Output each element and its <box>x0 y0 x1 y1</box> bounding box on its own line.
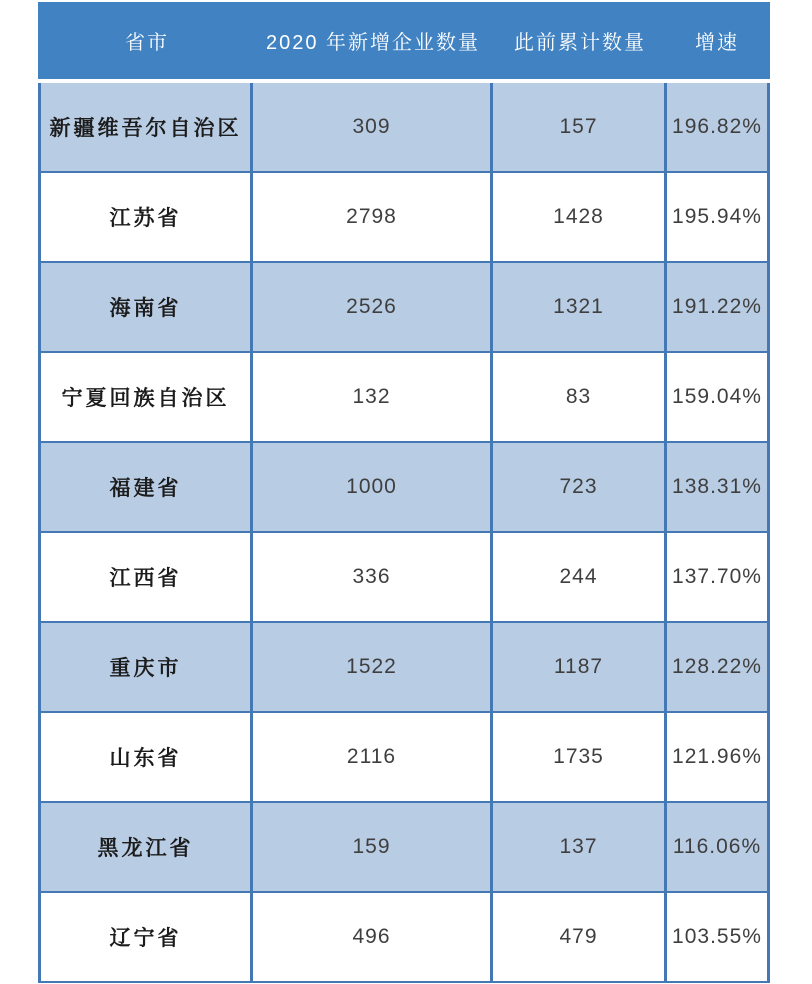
table-row <box>41 263 767 353</box>
province-cell: 辽宁省 <box>41 893 253 981</box>
cumulative-count-cell: 137 <box>493 803 667 891</box>
growth-rate-cell: 128.22% <box>672 655 762 678</box>
growth-rate-cell: 121.96% <box>672 745 762 768</box>
table-row <box>41 623 767 713</box>
province-cell: 福建省 <box>41 443 253 531</box>
new-count-cell: 159 <box>253 803 493 891</box>
cumulative-count-cell: 1321 <box>493 263 667 351</box>
new-count-cell: 1522 <box>253 623 493 711</box>
table-row <box>41 533 767 623</box>
province-cell: 江苏省 <box>41 173 253 261</box>
cumulative-count-cell: 479 <box>493 893 667 981</box>
growth-rate-cell: 137.70% <box>672 565 762 588</box>
new-count-cell: 2526 <box>253 263 493 351</box>
growth-rate-cell: 103.55% <box>672 925 762 948</box>
column-header-province: 省市 <box>125 32 169 54</box>
table-row <box>41 713 767 803</box>
cumulative-count-cell: 1187 <box>493 623 667 711</box>
table-row <box>41 893 767 983</box>
province-cell: 黑龙江省 <box>41 803 253 891</box>
table-body <box>38 83 770 983</box>
column-header-new-2020: 2020 年新增企业数量 <box>265 32 481 54</box>
column-header-cumulative: 此前累计数量 <box>514 32 646 54</box>
province-cell: 海南省 <box>41 263 253 351</box>
new-count-cell: 2116 <box>253 713 493 801</box>
province-cell: 重庆市 <box>41 623 253 711</box>
growth-rate-cell: 196.82% <box>672 115 762 138</box>
cumulative-count-cell: 723 <box>493 443 667 531</box>
cumulative-count-cell: 157 <box>493 83 667 171</box>
table-row <box>41 803 767 893</box>
cumulative-count-cell: 83 <box>493 353 667 441</box>
table-row <box>41 353 767 443</box>
new-count-cell: 2798 <box>253 173 493 261</box>
province-cell: 宁夏回族自治区 <box>41 353 253 441</box>
new-count-cell: 1000 <box>253 443 493 531</box>
growth-rate-cell: 159.04% <box>672 385 762 408</box>
growth-rate-cell: 138.31% <box>672 475 762 498</box>
province-growth-table <box>38 2 770 983</box>
cumulative-count-cell: 244 <box>493 533 667 621</box>
growth-rate-cell: 116.06% <box>672 835 762 858</box>
table-header-row <box>38 2 770 79</box>
table-row <box>41 443 767 533</box>
new-count-cell: 132 <box>253 353 493 441</box>
cumulative-count-cell: 1735 <box>493 713 667 801</box>
cumulative-count-cell: 1428 <box>493 173 667 261</box>
province-cell: 山东省 <box>41 713 253 801</box>
new-count-cell: 309 <box>253 83 493 171</box>
province-cell: 新疆维吾尔自治区 <box>41 83 253 171</box>
province-cell: 江西省 <box>41 533 253 621</box>
table-row <box>41 173 767 263</box>
growth-rate-cell: 191.22% <box>672 295 762 318</box>
table-row <box>41 83 767 173</box>
column-header-growth-rate: 增速 <box>695 32 739 54</box>
new-count-cell: 496 <box>253 893 493 981</box>
new-count-cell: 336 <box>253 533 493 621</box>
growth-rate-cell: 195.94% <box>672 205 762 228</box>
